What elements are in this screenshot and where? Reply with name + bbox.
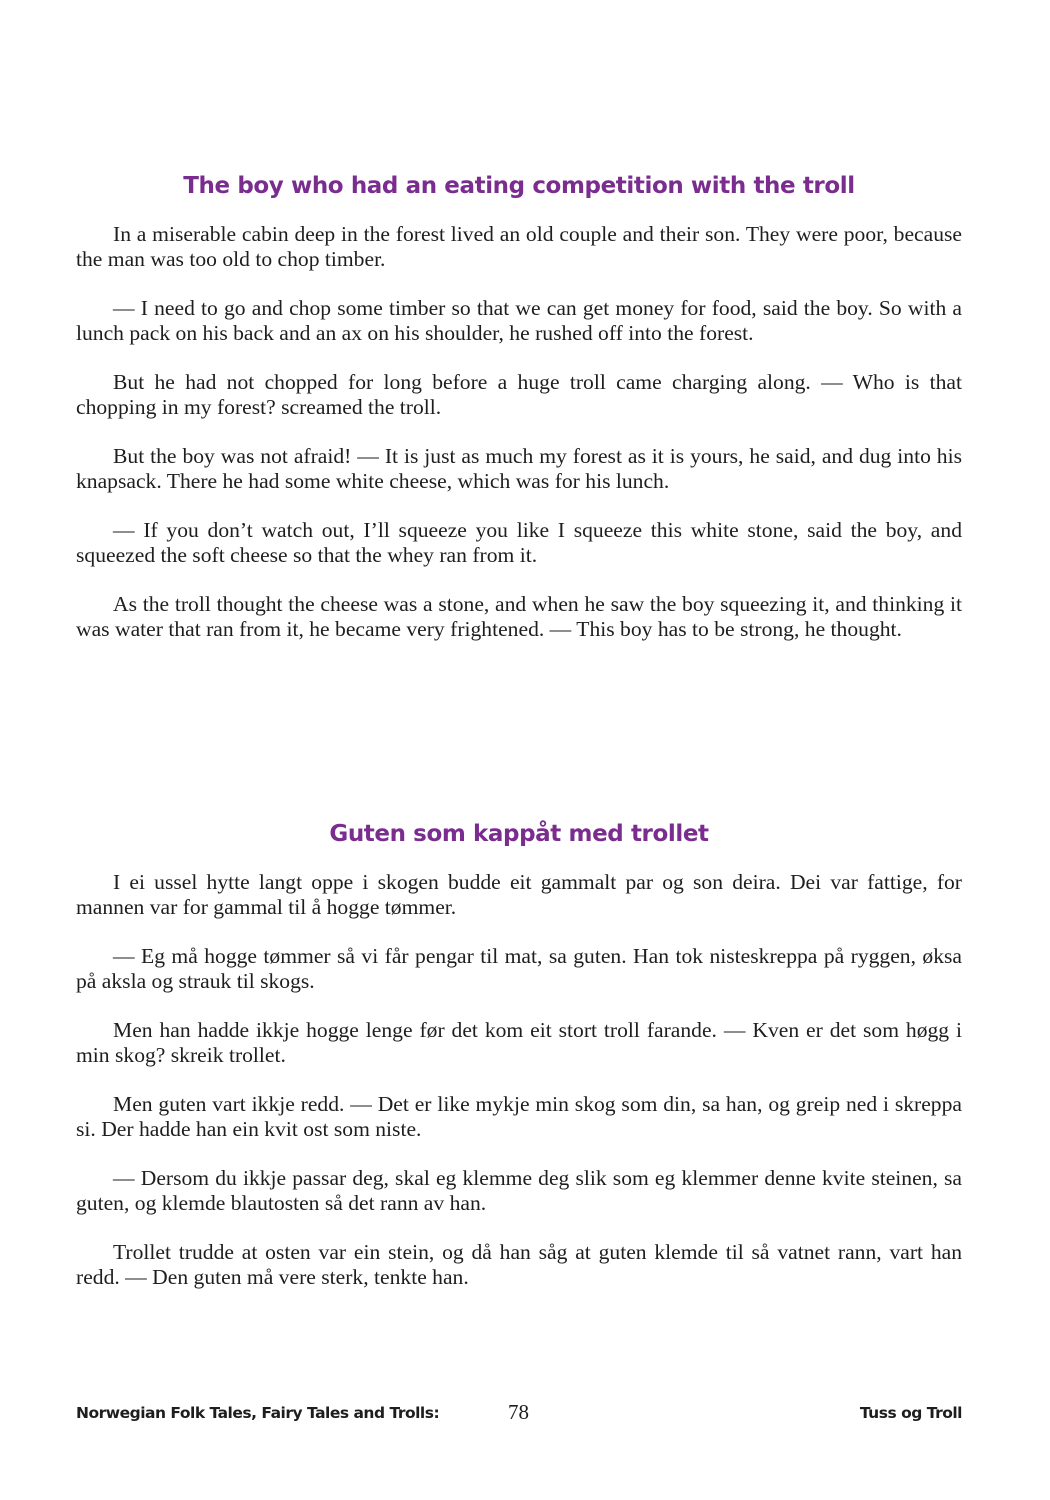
english-story-title: The boy who had an eating competition with the troll xyxy=(183,173,855,199)
english-paragraph: But he had not chopped for long before a huge troll came charging along. — Who is that chopping in my forest? screamed the troll. xyxy=(76,370,962,419)
norwegian-paragraph: I ei ussel hytte langt oppe i skogen budde eit gammalt par og son deira. Dei var fattige, for mannen var for gammal til å hogge tømmer. xyxy=(76,870,962,919)
norwegian-paragraph: — Dersom du ikkje passar deg, skal eg klemme deg slik som eg klemmer denne kvite steinen, sa guten, og klemde blautosten så det rann av han. xyxy=(76,1166,962,1215)
norwegian-story xyxy=(76,818,962,1290)
english-paragraph: — If you don’t watch out, I’ll squeeze you like I squeeze this white stone, said the boy, and squeezed the soft cheese so that the whey ran from it. xyxy=(76,518,962,567)
norwegian-paragraph: Men guten vart ikkje redd. — Det er like mykje min skog som din, sa han, og greip ned i skreppa si. Der hadde han ein kvit ost som niste. xyxy=(76,1092,962,1141)
footer-section-name: Tuss og Troll xyxy=(859,1404,962,1422)
norwegian-story-body xyxy=(76,870,962,1290)
norwegian-paragraph: Trollet trudde at osten var ein stein, og då han såg at guten klemde til så vatnet rann, vart han redd. — Den guten må vere sterk, tenkte han. xyxy=(76,1240,962,1289)
english-paragraph: But the boy was not afraid! — It is just as much my forest as it is yours, he said, and dug into his knapsack. There he had some white cheese, which was for his lunch. xyxy=(76,444,962,493)
english-paragraph: As the troll thought the cheese was a stone, and when he saw the boy squeezing it, and thinking it was water that ran from it, he became very frightened. — This boy has to be strong, he thought. xyxy=(76,592,962,641)
norwegian-story-title: Guten som kappåt med trollet xyxy=(329,821,709,847)
english-paragraph: — I need to go and chop some timber so that we can get money for food, said the boy. So with a lunch pack on his back and an ax on his shoulder, he rushed off into the forest. xyxy=(76,296,962,345)
english-paragraph: In a miserable cabin deep in the forest lived an old couple and their son. They were poor, because the man was too old to chop timber. xyxy=(76,222,962,271)
english-story xyxy=(76,170,962,642)
english-story-body xyxy=(76,222,962,642)
footer-book-title: Norwegian Folk Tales, Fairy Tales and Trolls: xyxy=(76,1404,440,1422)
norwegian-paragraph: — Eg må hogge tømmer så vi får pengar til mat, sa guten. Han tok nisteskreppa på ryggen, øksa på aksla og strauk til skogs. xyxy=(76,944,962,993)
page-number: 78 xyxy=(508,1400,529,1424)
page-footer xyxy=(76,1400,962,1428)
norwegian-paragraph: Men han hadde ikkje hogge lenge før det kom eit stort troll farande. — Kven er det som høgg i min skog? skreik trollet. xyxy=(76,1018,962,1067)
